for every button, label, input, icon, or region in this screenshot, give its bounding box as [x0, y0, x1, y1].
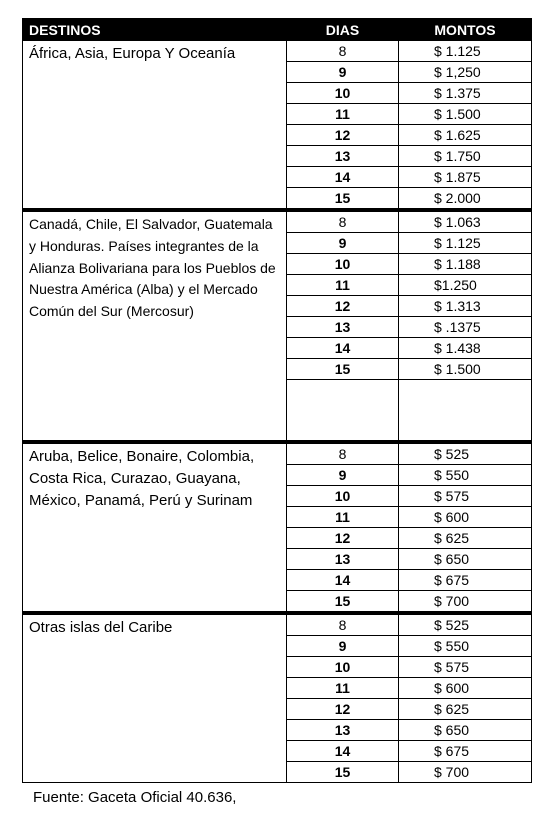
days-cell: 10: [287, 83, 399, 104]
days-cell: 10: [287, 486, 399, 507]
empty-cell: [287, 380, 399, 443]
header-montos: MONTOS: [399, 19, 532, 41]
days-cell: 8: [287, 613, 399, 636]
destination-cell: Canadá, Chile, El Salvador, Guatemala y Honduras. Países integrantes de la Alianza Bolivariana para los Pueblos de Nuestra América (Alba) y el Mercado Común del Sur (Mercosur): [23, 210, 287, 442]
amount-cell: [399, 741, 532, 762]
amount-value: $ 600: [434, 509, 470, 525]
days-cell: 11: [287, 104, 399, 125]
amount-value: $ 1.063: [434, 214, 481, 230]
amount-value: $ 600: [434, 680, 470, 696]
amount-value: $ 625: [434, 530, 470, 546]
amount-value: $ 700: [434, 593, 470, 609]
amount-cell: [399, 275, 532, 296]
days-cell: 12: [287, 125, 399, 146]
amount-value: $ 650: [434, 722, 470, 738]
amount-value: $ 525: [434, 617, 470, 633]
amount-cell: [399, 317, 532, 338]
days-cell: 15: [287, 188, 399, 211]
days-cell: 9: [287, 233, 399, 254]
empty-cell: [399, 380, 532, 443]
amount-value: $ 1.625: [434, 127, 481, 143]
days-cell: 8: [287, 442, 399, 465]
amount-value: $ 1.375: [434, 85, 481, 101]
amount-cell: [399, 41, 532, 62]
amount-cell: [399, 570, 532, 591]
amount-cell: [399, 359, 532, 380]
destination-cell: Otras islas del Caribe: [23, 613, 287, 783]
amount-value: $ 700: [434, 764, 470, 780]
amount-value: $ 1,250: [434, 64, 481, 80]
source-note: Fuente: Gaceta Oficial 40.636,: [33, 789, 237, 806]
days-cell: 15: [287, 591, 399, 614]
amount-cell: [399, 528, 532, 549]
amount-value: $ 1.500: [434, 361, 481, 377]
amount-cell: [399, 233, 532, 254]
days-cell: 12: [287, 296, 399, 317]
days-cell: 8: [287, 210, 399, 233]
amount-value: $ 1.125: [434, 43, 481, 59]
days-cell: 10: [287, 254, 399, 275]
table-body: [23, 41, 532, 783]
amount-value: $ 2.000: [434, 190, 481, 206]
days-cell: 13: [287, 549, 399, 570]
amount-cell: [399, 104, 532, 125]
days-cell: 12: [287, 528, 399, 549]
table-row: [23, 442, 532, 465]
days-cell: 13: [287, 317, 399, 338]
table-row: [23, 41, 532, 62]
header-dias: DIAS: [287, 19, 399, 41]
amount-cell: [399, 338, 532, 359]
amount-value: $ .1375: [434, 319, 481, 335]
amount-cell: [399, 254, 532, 275]
amount-value: $ 1.125: [434, 235, 481, 251]
days-cell: 11: [287, 678, 399, 699]
days-cell: 11: [287, 275, 399, 296]
amount-cell: [399, 188, 532, 211]
amount-cell: [399, 125, 532, 146]
days-cell: 11: [287, 507, 399, 528]
days-cell: 14: [287, 570, 399, 591]
amount-cell: [399, 636, 532, 657]
days-cell: 15: [287, 359, 399, 380]
days-cell: 15: [287, 762, 399, 783]
amount-value: $ 525: [434, 446, 470, 462]
days-cell: 14: [287, 338, 399, 359]
amount-value: $ 575: [434, 659, 470, 675]
days-cell: 8: [287, 41, 399, 62]
days-cell: 14: [287, 741, 399, 762]
amount-cell: [399, 657, 532, 678]
amount-value: $ 1.438: [434, 340, 481, 356]
allowance-table: [22, 18, 532, 783]
days-cell: 14: [287, 167, 399, 188]
amount-cell: [399, 720, 532, 741]
days-cell: 13: [287, 146, 399, 167]
days-cell: 12: [287, 699, 399, 720]
amount-cell: [399, 549, 532, 570]
days-cell: 9: [287, 62, 399, 83]
amount-cell: [399, 699, 532, 720]
amount-cell: [399, 613, 532, 636]
amount-cell: [399, 296, 532, 317]
amount-cell: [399, 591, 532, 614]
amount-value: $ 650: [434, 551, 470, 567]
amount-value: $1.250: [434, 277, 477, 293]
amount-cell: [399, 167, 532, 188]
days-cell: 9: [287, 465, 399, 486]
destination-cell: Aruba, Belice, Bonaire, Colombia, Costa Rica, Curazao, Guayana, México, Panamá, Perú y Surinam: [23, 442, 287, 613]
days-cell: 13: [287, 720, 399, 741]
table-row: [23, 613, 532, 636]
amount-cell: [399, 465, 532, 486]
amount-cell: [399, 83, 532, 104]
amount-cell: [399, 762, 532, 783]
amount-value: $ 675: [434, 572, 470, 588]
amount-value: $ 1.875: [434, 169, 481, 185]
amount-value: $ 1.313: [434, 298, 481, 314]
amount-cell: [399, 678, 532, 699]
amount-cell: [399, 486, 532, 507]
amount-value: $ 550: [434, 467, 470, 483]
amount-cell: [399, 62, 532, 83]
destination-cell: África, Asia, Europa Y Oceanía: [23, 41, 287, 211]
table-row: [23, 210, 532, 233]
amount-value: $ 675: [434, 743, 470, 759]
amount-value: $ 1.750: [434, 148, 481, 164]
amount-cell: [399, 146, 532, 167]
days-cell: 10: [287, 657, 399, 678]
amount-value: $ 575: [434, 488, 470, 504]
amount-cell: [399, 507, 532, 528]
amount-value: $ 1.500: [434, 106, 481, 122]
amount-cell: [399, 210, 532, 233]
table-header-row: [23, 19, 532, 41]
header-destinos: DESTINOS: [23, 19, 287, 41]
amount-value: $ 1.188: [434, 256, 481, 272]
amount-cell: [399, 442, 532, 465]
amount-value: $ 550: [434, 638, 470, 654]
amount-value: $ 625: [434, 701, 470, 717]
days-cell: 9: [287, 636, 399, 657]
